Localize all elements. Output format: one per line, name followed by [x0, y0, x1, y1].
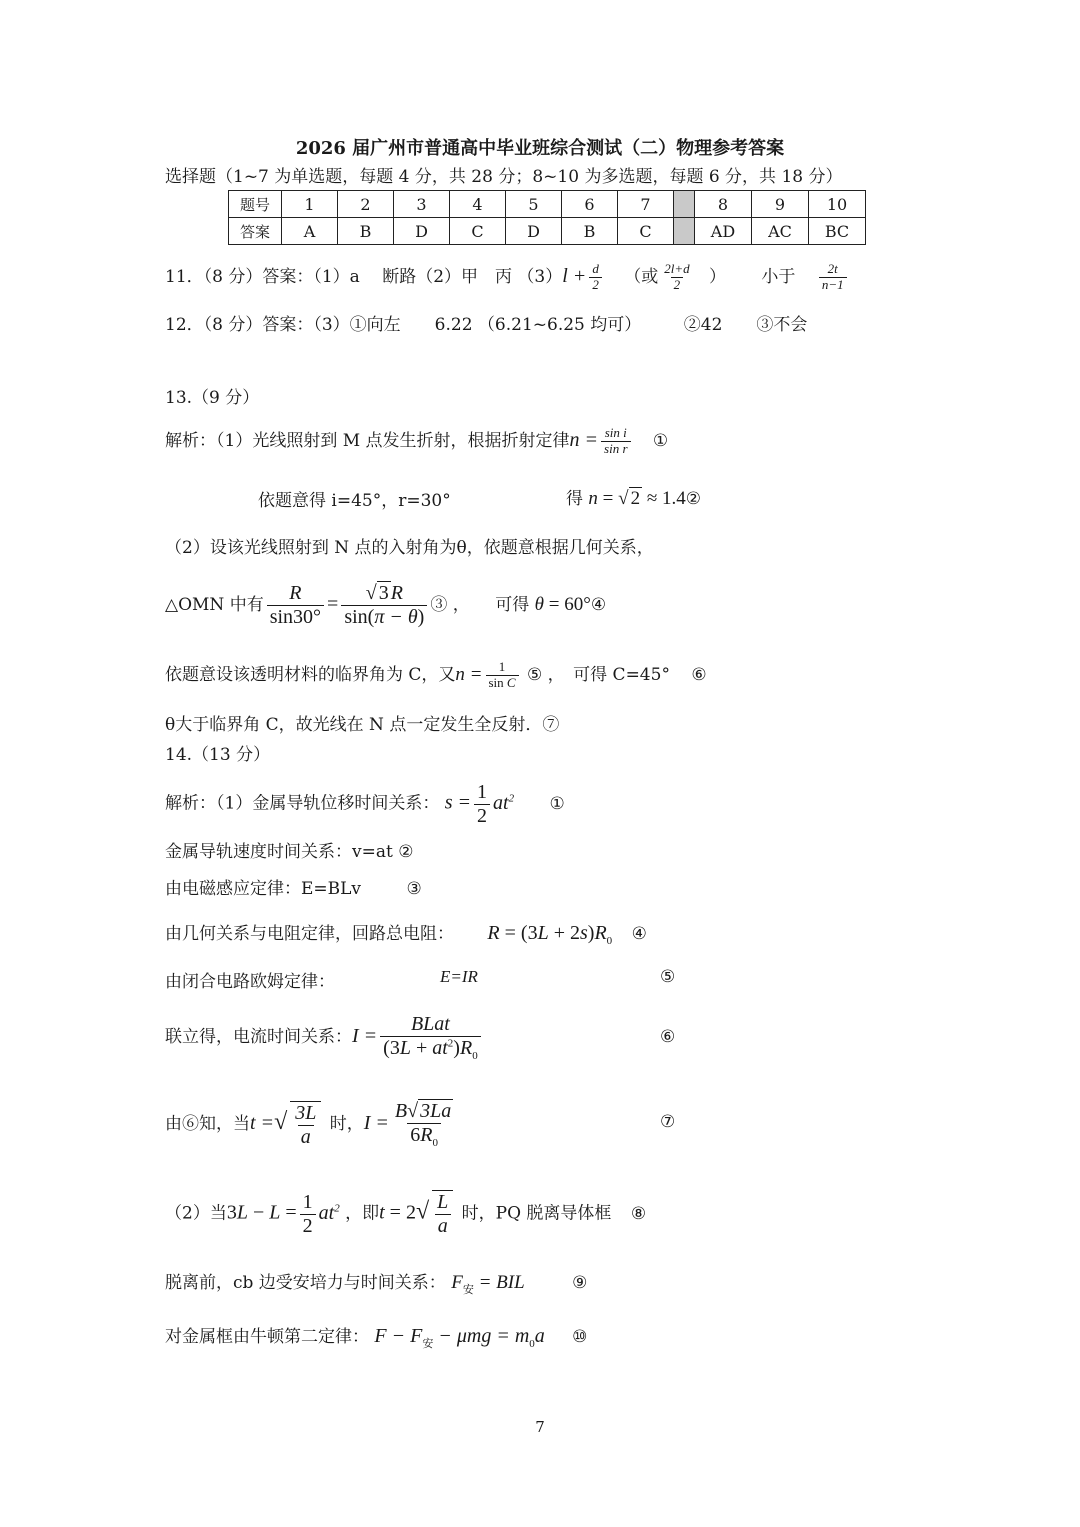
table-cell: AD	[695, 218, 752, 245]
q13-line-3: （2）设该光线照射到 N 点的入射角为θ，依题意根据几何关系，	[165, 538, 654, 558]
q14-line-6	[165, 1005, 484, 1068]
q13-line-1	[165, 420, 668, 461]
q14-circle-6: ⑥	[660, 1027, 676, 1047]
q14-circle-8: ⑧	[630, 1203, 647, 1224]
q11-line	[165, 256, 850, 297]
q13-line-4: △OMN 中有 $\frac{R}{\sin 30^\circ}$ = $\frac{√ 3 R}{\sin(\pi - \theta)}$ ③ ， 可得 θ = 60°④	[165, 582, 607, 628]
table-cell: B	[562, 218, 618, 245]
q14-text-3: 由电磁感应定律：E=BLv	[165, 879, 362, 899]
table-cell: 3	[394, 191, 450, 218]
q11-fraction-d-2: $\frac{d}{2}$	[589, 262, 602, 293]
q14-line-5: 由闭合电路欧姆定律：	[165, 972, 335, 992]
critical-fraction: $\frac{1}{\text{sin C}}$	[486, 660, 519, 691]
q14-circle-5: ⑤	[660, 967, 676, 987]
q13-text-1: 解析：（1）光线照射到 M 点发生折射，根据折射定律	[165, 431, 570, 451]
displacement-formula: s =	[444, 791, 472, 814]
half-fraction: $\frac{1}{2}$	[474, 781, 490, 828]
table-cell: 10	[809, 191, 866, 218]
q14-line-4	[165, 919, 647, 947]
q14-circle-9: ⑨	[572, 1273, 588, 1293]
document-title: 2026 届广州市普通高中毕业班综合测试（二）物理参考答案	[295, 138, 785, 159]
q13-text-5b: ， 可得 C=45°	[547, 665, 670, 685]
q14-text-8a: （2）当	[165, 1203, 227, 1224]
q14-line-2: 金属导轨速度时间关系：v=at ②	[165, 842, 414, 862]
table-header-cell: 题号	[229, 191, 282, 218]
q14-text-1: 解析：（1）金属导轨位移时间关系：	[165, 793, 440, 814]
q14-line-9	[165, 1268, 587, 1297]
current-formula: I =	[352, 1025, 378, 1047]
q11-close: ）	[709, 267, 727, 287]
table-cell: D	[506, 218, 562, 245]
sine-law-right: $\frac{√ 3 R}{\sin(\pi - \theta)}$	[341, 582, 427, 629]
theta-result: θ = 60°	[534, 594, 591, 615]
q11-prefix: 11．（8 分）答案：（1）a 断路（2）甲 丙 （3）	[165, 267, 563, 287]
page-number: 7	[535, 1418, 545, 1436]
q14-text-8b: ，即	[345, 1203, 380, 1224]
table-cell: 5	[506, 191, 562, 218]
q11-fraction-2t: $\frac{2t}{n-1}$	[819, 262, 847, 293]
table-row-answers	[229, 218, 866, 245]
q13-circle-6: ⑥	[691, 665, 707, 685]
q14-circle-10: ⑩	[572, 1327, 588, 1347]
table-cell: C	[618, 218, 674, 245]
current-fraction: $\frac{\text{BLat}}{(3L + at^2)R_0}$	[380, 1013, 481, 1063]
q13-line-2b	[566, 484, 701, 510]
q13-circle-5: ⑤	[527, 665, 543, 685]
mc-intro: 选择题（1~7 为单选题，每题 4 分，共 28 分；8~10 为多选题，每题 6 分，共 18 分）	[165, 167, 843, 187]
q11-or: （或	[624, 267, 659, 287]
table-cell: C	[450, 218, 506, 245]
q14-line-1: 解析：（1）金属导轨位移时间关系： s = $\frac{1}{2}$ $at^2$ ①	[165, 780, 565, 827]
q14-heading: 14.（13 分）	[165, 745, 271, 765]
resistance-formula: $R = (3L + 2s)R_0$	[487, 922, 613, 947]
q13-line-5	[165, 655, 707, 695]
q13-heading: 13.（9 分）	[165, 388, 260, 408]
q14-text-7b: 时，	[329, 1114, 364, 1134]
q14-text-10: 对金属框由牛顿第二定律：	[165, 1327, 369, 1347]
newton-law-formula: $F - F_安 - \mu mg = m_0a$	[374, 1325, 545, 1350]
q14-line-10	[165, 1322, 587, 1351]
q14-text-7a: 由⑥知，当	[165, 1114, 250, 1134]
q14-circle-7: ⑦	[660, 1112, 676, 1132]
table-cell: 9	[752, 191, 809, 218]
q13-circle-3: ③	[430, 595, 448, 615]
table-cell: 1	[282, 191, 338, 218]
detach-time-sqrt: $\frac{L}{a}$	[432, 1190, 453, 1238]
max-current-fraction: $\frac{B√ 3La}{6R_0}$	[394, 1099, 452, 1149]
q14-line-7: 由⑥知，当t =√ $\frac{3L}{a}$ 时，I = $\frac{B√ 3La}{6R_0}$	[165, 1090, 459, 1156]
q14-circle-3: ③	[406, 879, 422, 899]
sine-law-left: $\frac{R}{\sin 30^\circ}$	[267, 582, 324, 629]
q12-line: 12．（8 分）答案：（3）①向左 6.22 （6.21~6.25 均可） ②42 ③不会	[165, 315, 808, 335]
table-cell: 2	[338, 191, 394, 218]
q14-line-3	[165, 874, 422, 899]
q13-circle-1: ①	[652, 431, 669, 451]
q13-text-5a: 依题意设该透明材料的临界角为 C，又	[165, 665, 456, 685]
q14-circle-1: ①	[549, 793, 565, 814]
table-row-numbers	[229, 191, 866, 218]
q13-circle-4: ④	[590, 595, 607, 615]
q14-text-4: 由几何关系与电阻定律，回路总电阻：	[165, 924, 454, 944]
table-gap-cell	[674, 191, 695, 218]
critical-formula: n =	[455, 664, 483, 685]
q13-circle-2: ②	[685, 489, 701, 509]
q11-fraction-2ld-2: $\frac{2l+d}{2}$	[664, 261, 690, 292]
table-cell: 6	[562, 191, 618, 218]
q13-text-2b: 得	[566, 489, 583, 509]
time-sqrt: $\frac{3L}{a}$	[290, 1101, 321, 1149]
n-value-formula: n = √ 2 ≈ 1.4	[588, 488, 686, 509]
q13-text-4a: △OMN 中有	[165, 595, 264, 615]
q14-circle-4: ④	[631, 924, 647, 944]
q13-line-2a: 依题意得 i=45°，r=30°	[258, 491, 451, 511]
q11-formula-1: l +	[562, 265, 587, 287]
table-cell: 8	[695, 191, 752, 218]
ampere-force-formula: $F_安$ = BIL	[451, 1272, 525, 1296]
q14-text-9: 脱离前，cb 边受安培力与时间关系：	[165, 1273, 446, 1293]
table-cell: A	[282, 218, 338, 245]
q13-line-6: θ大于临界角 C，故光线在 N 点一定发生全反射．⑦	[165, 715, 560, 735]
snell-fraction: $\frac{\text{sin i}}{\text{sin r}}$	[601, 426, 630, 457]
table-header-cell: 答案	[229, 218, 282, 245]
table-cell: B	[338, 218, 394, 245]
table-cell: 4	[450, 191, 506, 218]
table-cell: 7	[618, 191, 674, 218]
q14-line-8: （2）当3L − L = $\frac{1}{2}$ $at^2$ ，即t = 2√ $\frac{L}{a}$ 时，PQ 脱离导体框 ⑧	[165, 1190, 647, 1238]
q13-text-4b: ， 可得	[452, 595, 530, 615]
table-cell: BC	[809, 218, 866, 245]
answer-table	[228, 190, 866, 245]
q11-less: 小于	[761, 267, 796, 287]
q14-text-8c: 时，PQ 脱离导体框	[461, 1203, 612, 1224]
ohm-law: E=IR	[440, 967, 478, 986]
q14-text-6: 联立得，电流时间关系：	[165, 1027, 352, 1047]
table-cell: D	[394, 218, 450, 245]
table-gap-cell	[674, 218, 695, 245]
table-cell: AC	[752, 218, 809, 245]
snell-formula: n =	[569, 429, 599, 451]
half-fraction-2: $\frac{1}{2}$	[300, 1191, 316, 1238]
